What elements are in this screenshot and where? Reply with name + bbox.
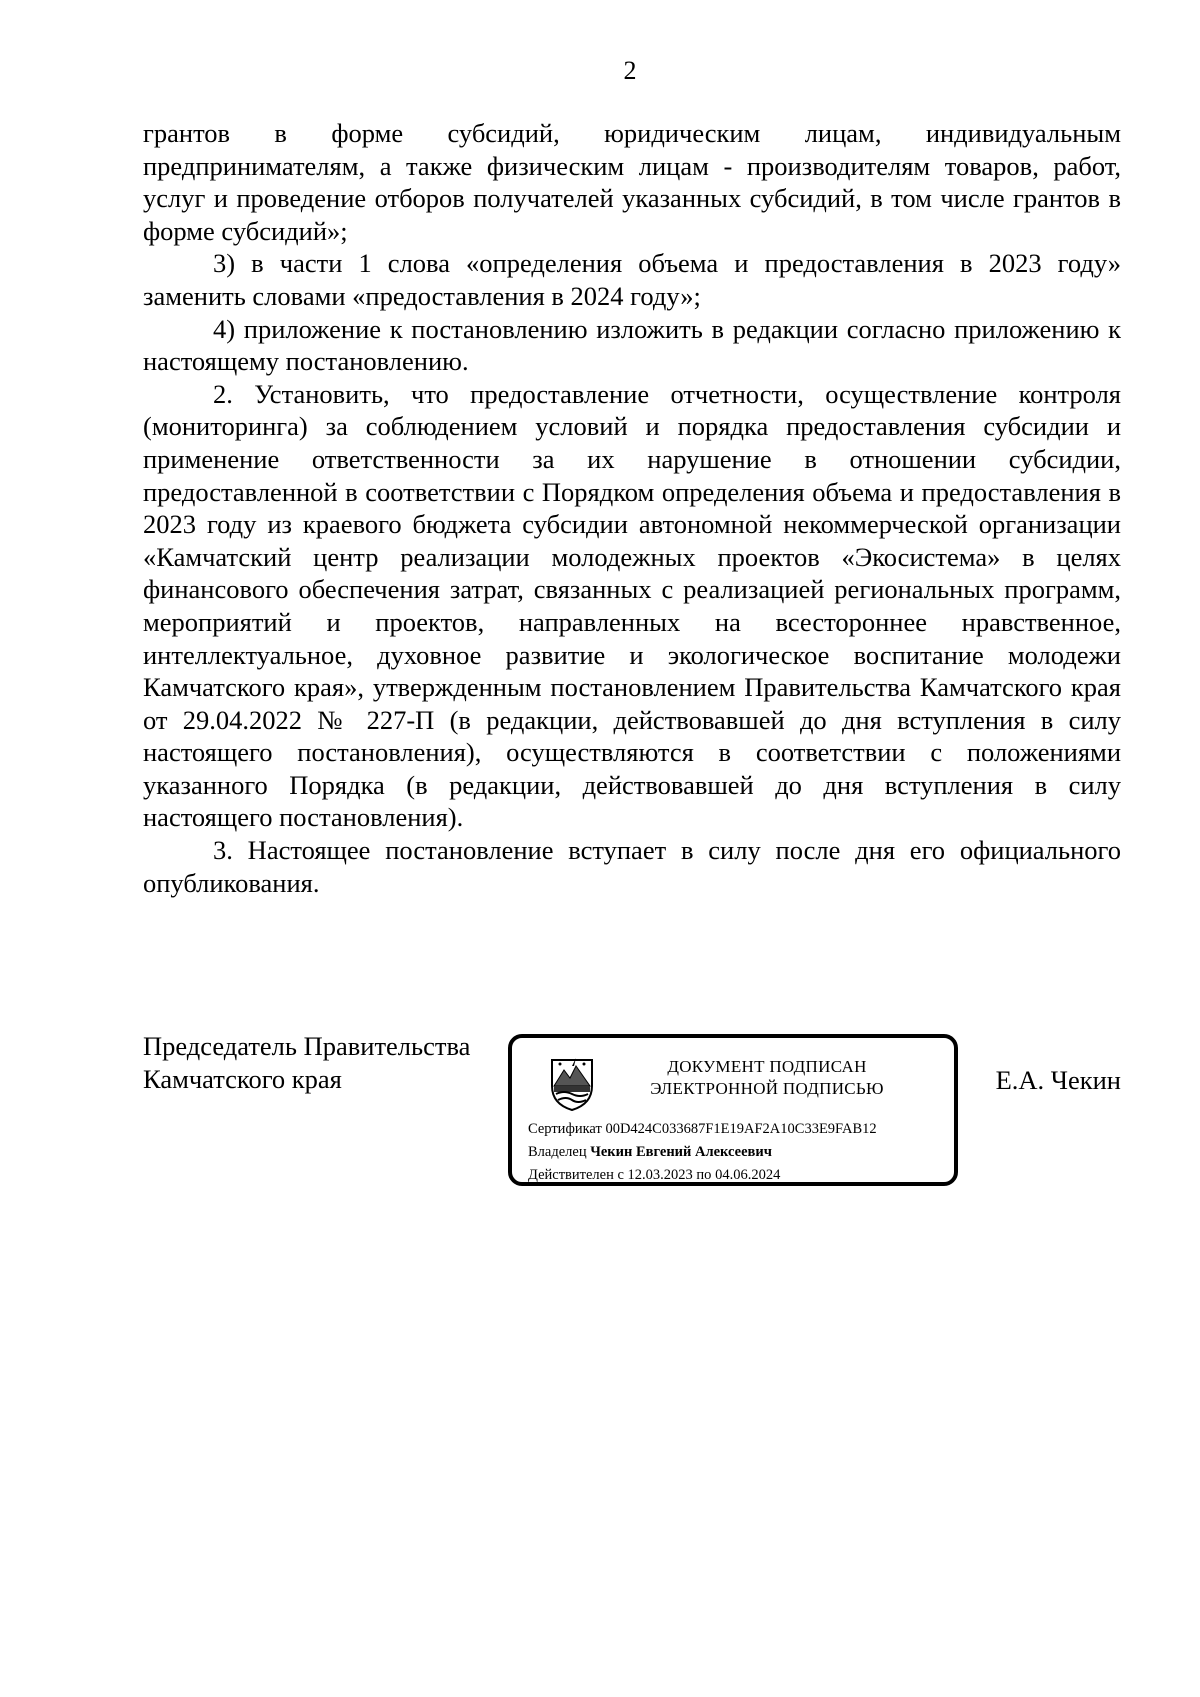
valid-from-date: 12.03.2023: [627, 1167, 693, 1183]
stamp-header: [622, 1056, 912, 1100]
signatory-name: Е.А. Чекин: [995, 1065, 1121, 1095]
certificate-value: 00D424C033687F1E19AF2A10C33E9FAB12: [605, 1121, 877, 1137]
validity-line: [528, 1164, 948, 1187]
valid-from-label: с: [617, 1167, 624, 1183]
stamp-header-line: ДОКУМЕНТ ПОДПИСАН: [667, 1057, 867, 1076]
stamp-header-line: ЭЛЕКТРОННОЙ ПОДПИСЬЮ: [650, 1079, 884, 1098]
paragraph: 3. Настоящее постановление вступает в силу после дня его официального опубликования.: [143, 835, 1121, 898]
valid-to-date: 04.06.2024: [715, 1167, 781, 1183]
valid-label: Действителен: [528, 1167, 614, 1183]
owner-label: Владелец: [528, 1144, 587, 1160]
stamp-details: [528, 1118, 948, 1187]
certificate-label: Сертификат: [528, 1121, 602, 1137]
kamchatka-coat-of-arms-icon: [548, 1056, 596, 1112]
paragraph: 4) приложение к постановлению изложить в редакции согласно приложению к настоящему постановлению.: [143, 313, 1121, 377]
signature-block: [143, 1030, 1121, 1200]
paragraph: 2. Установить, что предоставление отчетности, осуществление контроля (мониторинга) за соблюдением условий и порядка предоставления субсидии и применение ответственности за их нарушение в отношении субсидии, предоставленной в соответствии с Порядком определения объема и предоставления в 2023 году из краевого бюджета субсидии автономной некоммерческой организации «Камчатский центр реализации молодежных проектов «Экосистема» в целях финансового обеспечения затрат, связанных с реализацией региональных программ, мероприятий и проектов, направленных на всестороннее нравственное, интеллектуальное, духовное развитие и экологическое воспитание молодежи Камчатского края», утвержденным постановлением Правительства Камчатского края от 29.04.2022 № 227-П (в редакции, действовавшей до дня вступления в силу настоящего постановления), осуществляются в соответствии с положениями указанного Порядка (в редакции, действовавшей до дня вступления в силу настоящего постановления).: [143, 378, 1121, 833]
electronic-signature-stamp: [508, 1034, 958, 1186]
owner-line: [528, 1141, 948, 1164]
paragraph: 3) в части 1 слова «определения объема и предоставления в 2023 году» заменить словами «предоставления в 2024 году»;: [143, 248, 1121, 311]
signatory-title-line: Председатель Правительства: [143, 1031, 471, 1061]
document-body: [143, 117, 1121, 899]
valid-to-label: по: [696, 1167, 712, 1183]
certificate-line: [528, 1118, 948, 1141]
page-number: 2: [623, 56, 637, 85]
signatory-title-line: Камчатского края: [143, 1063, 342, 1094]
signatory-title: [143, 1030, 470, 1095]
owner-value: Чекин Евгений Алексеевич: [590, 1144, 772, 1160]
paragraph: грантов в форме субсидий, юридическим лицам, индивидуальным предпринимателям, а также физическим лицам - производителям товаров, работ, услуг и проведение отборов получателей указанных субсидий, в том числе грантов в форме субсидий»;: [143, 118, 1121, 246]
